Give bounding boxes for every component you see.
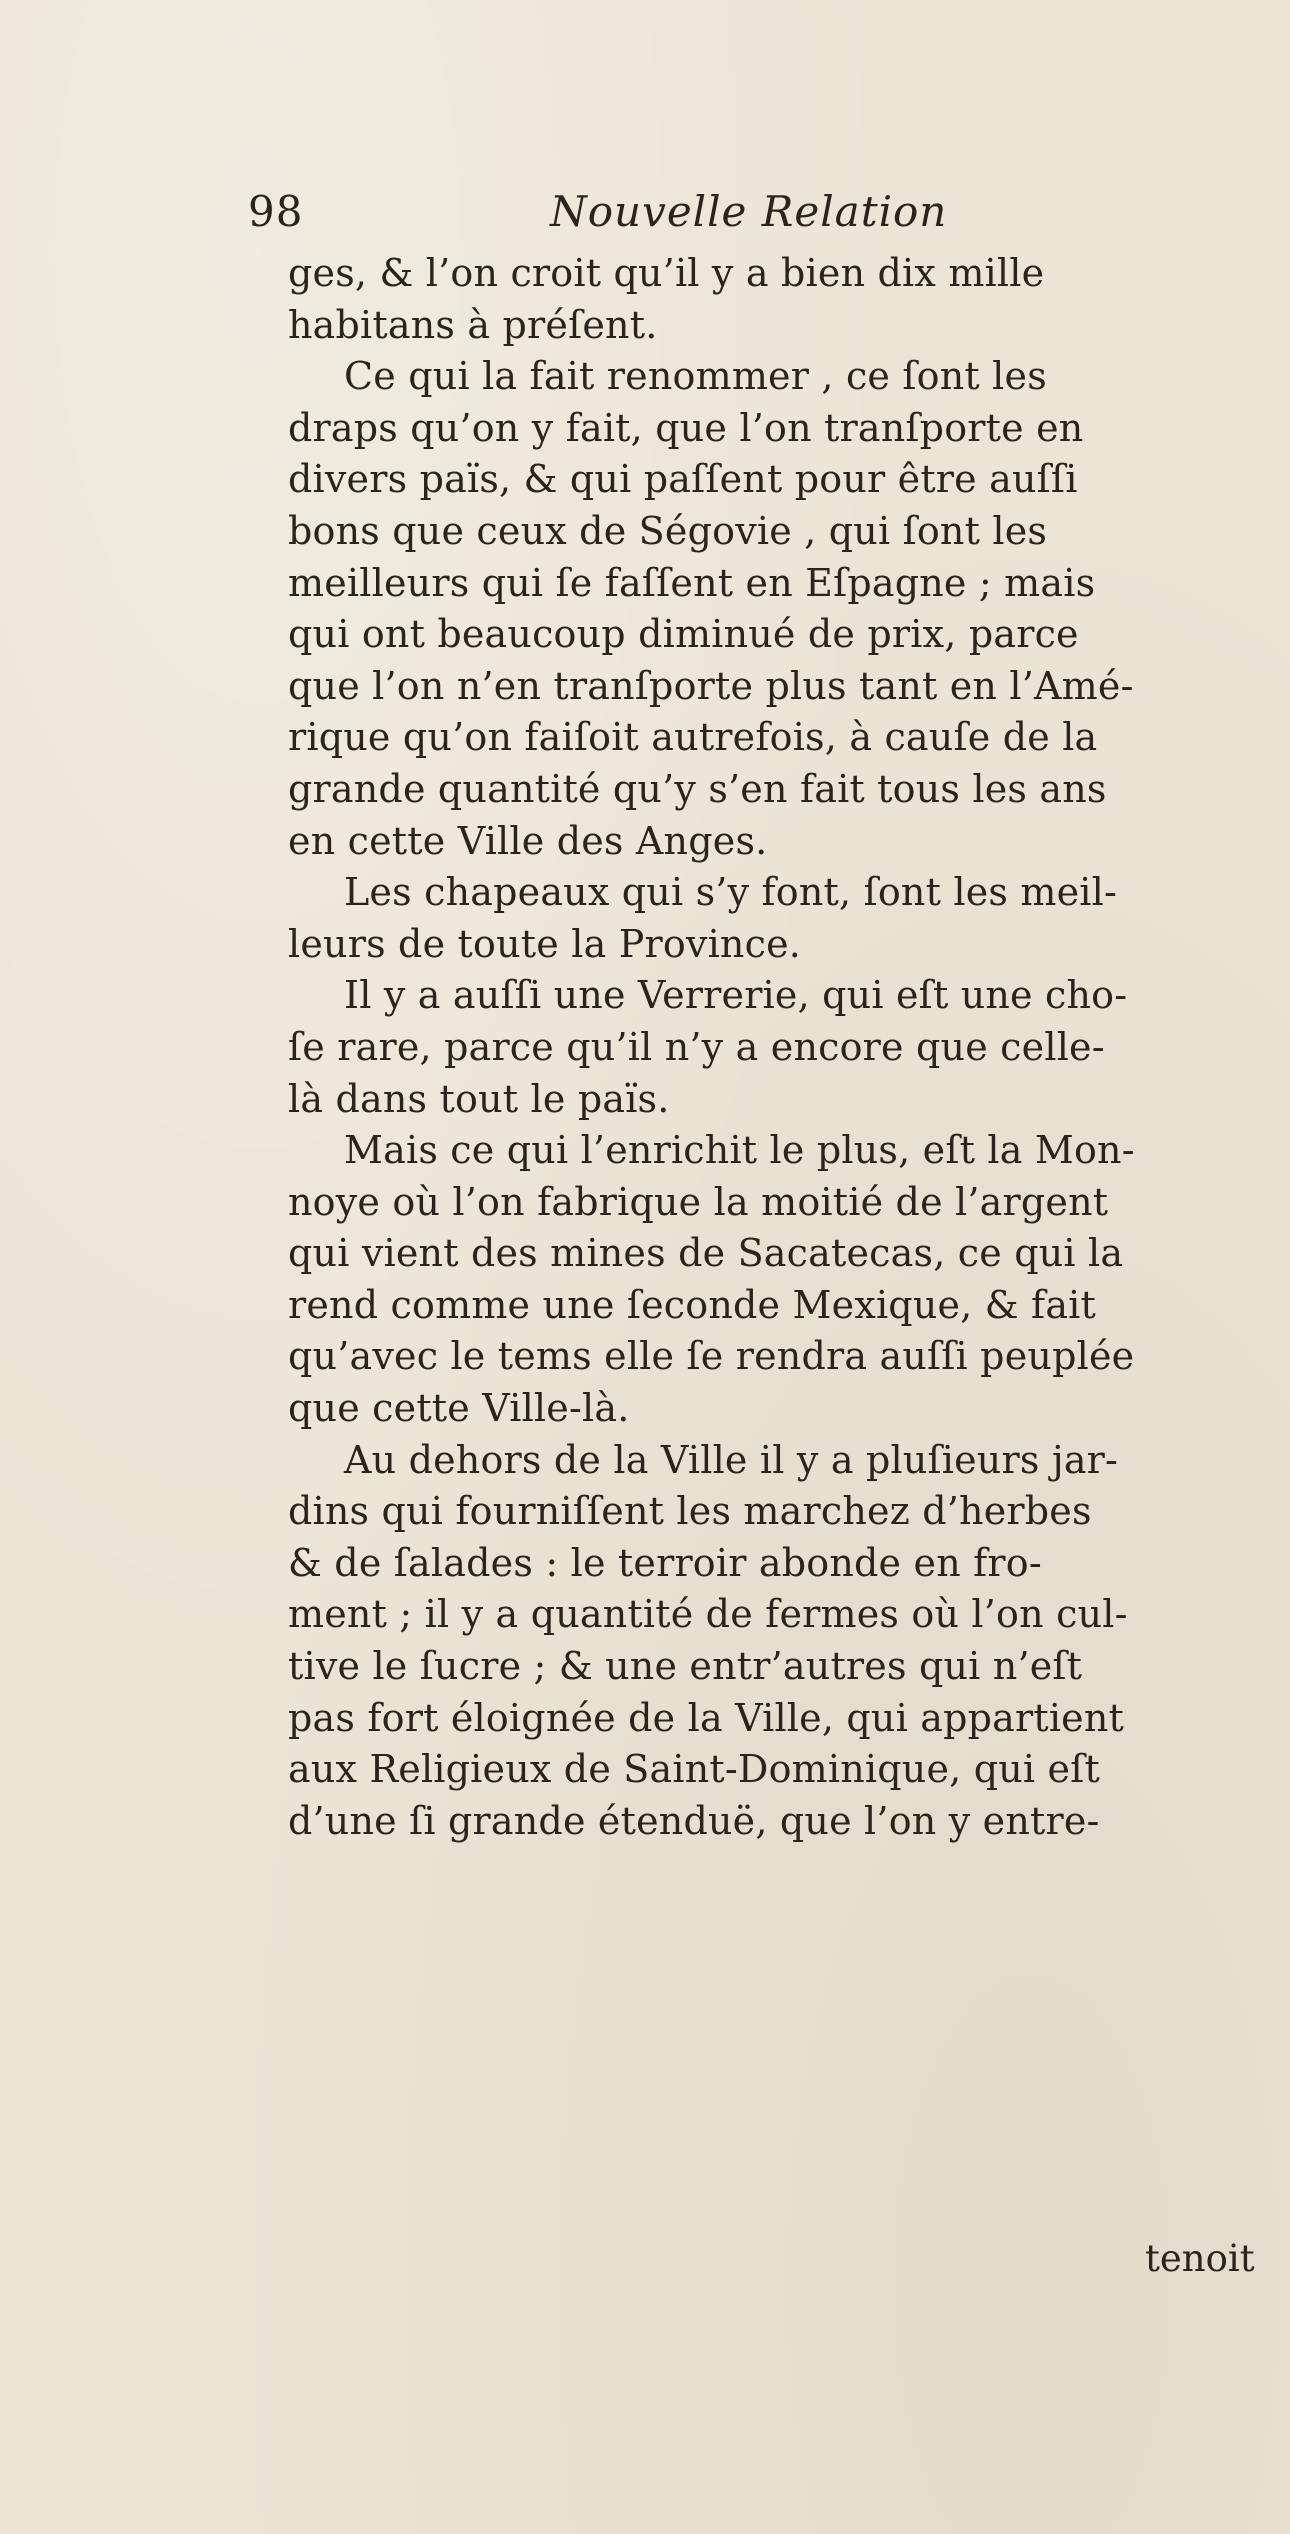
text-line: leurs de toute la Province.: [288, 921, 802, 966]
text-line: qu’avec le tems elle ſe rendra auſſi peuplée: [288, 1334, 1135, 1379]
text-line: dins qui fourniſſent les marchez d’herbes: [288, 1489, 1092, 1534]
text-line: draps qu’on y fait, que l’on tranſporte en: [288, 405, 1084, 450]
text-line: d’une ſi grande étenduë, que l’on y entre-: [288, 1798, 1100, 1843]
text-line: en cette Ville des Anges.: [288, 818, 768, 863]
text-line: & de ſalades : le terroir abonde en fro-: [288, 1540, 1042, 1585]
text-line: meilleurs qui ſe faſſent en Eſpagne ; mais: [288, 560, 1096, 605]
paragraph-start-line: Il y a auſſi une Verrerie, qui eſt une cho-: [344, 973, 1128, 1018]
text-line: ſe rare, parce qu’il n’y a encore que celle-: [288, 1024, 1105, 1069]
paragraph-start-line: Mais ce qui l’enrichit le plus, eſt la Mon-: [344, 1128, 1135, 1173]
text-line: rique qu’on faiſoit autrefois, à cauſe de la: [288, 715, 1098, 760]
text-line: que l’on n’en tranſporte plus tant en l’Amé-: [288, 663, 1134, 708]
page-number: 98: [248, 187, 304, 236]
paragraph-start-line: Les chapeaux qui s’y font, ſont les meil-: [344, 870, 1118, 915]
text-line: habitans à préſent.: [288, 302, 658, 347]
text-line: là dans tout le païs.: [288, 1076, 670, 1121]
text-line: que cette Ville-là.: [288, 1386, 630, 1431]
text-line: qui vient des mines de Sacatecas, ce qui la: [288, 1231, 1124, 1276]
text-line: noye où l’on fabrique la moitié de l’argent: [288, 1179, 1109, 1224]
text-line: divers païs, & qui paſſent pour être auſſi: [288, 457, 1078, 502]
running-head: Nouvelle Relation: [550, 187, 948, 236]
catchword: tenoit: [1145, 2237, 1255, 2280]
text-line: ment ; il y a quantité de fermes où l’on cul-: [288, 1592, 1128, 1637]
body-text: [288, 248, 1268, 1847]
text-line: aux Religieux de Saint-Dominique, qui eſt: [288, 1747, 1100, 1792]
text-line: bons que ceux de Ségovie , qui ſont les: [288, 508, 1048, 553]
text-line: rend comme une ſeconde Mexique, & fait: [288, 1282, 1096, 1327]
text-line: tive le ſucre ; & une entr’autres qui n’eſt: [288, 1644, 1083, 1689]
page-header: [248, 182, 1148, 242]
paragraph-start-line: Ce qui la fait renommer , ce ſont les: [344, 354, 1047, 399]
text-line: grande quantité qu’y s’en fait tous les ans: [288, 766, 1107, 811]
text-line: ges, & l’on croit qu’il y a bien dix mille: [288, 251, 1045, 295]
text-line: qui ont beaucoup diminué de prix, parce: [288, 612, 1079, 657]
text-line: pas fort éloignée de la Ville, qui appartient: [288, 1695, 1125, 1740]
paragraph-start-line: Au dehors de la Ville il y a pluſieurs jar-: [344, 1437, 1119, 1482]
